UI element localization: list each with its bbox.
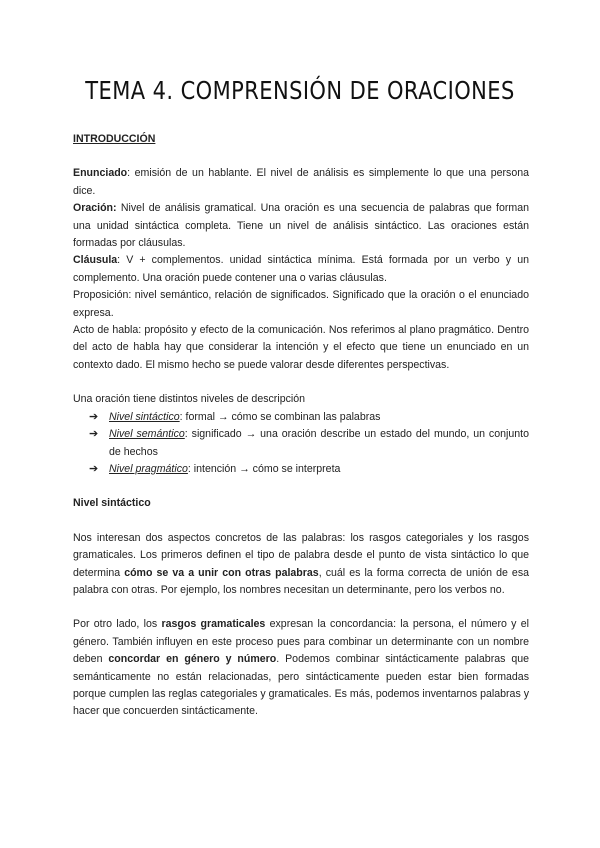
definition-text: Nivel de análisis gramatical. Una oración es una secuencia de palabras que forman una unidad sintáctica completa. Tiene un nivel de análisis sintáctico. Las oraciones están formadas por cláusulas.	[73, 202, 529, 250]
intro-heading: INTRODUCCIÓN	[73, 133, 156, 145]
paragraph-rasgos-gramaticales	[73, 616, 529, 720]
document-body	[73, 131, 529, 721]
arrow-right-icon: ➔	[89, 462, 99, 475]
list-item	[89, 461, 529, 478]
page-title: TEMA 4. COMPRENSIÓN DE ORACIONES	[85, 76, 515, 105]
paragraph-text: Nos interesan dos aspectos concretos de las palabras: los rasgos categoriales y los rasgos gramaticales. Los primeros definen el tipo de palabra desde el punto de vista sintáctico lo que determina	[73, 531, 529, 579]
section-heading-nivel-sintactico: Nivel sintáctico	[73, 497, 151, 510]
definition-proposicion: Proposición: nivel semántico, relación de significados. Significado que la oración o el enunciado expresa.	[73, 289, 529, 319]
levels-list	[73, 409, 529, 479]
list-item	[89, 426, 529, 461]
list-item	[89, 409, 529, 426]
level-description: : intención → cómo se interpreta	[187, 462, 341, 475]
definition-oracion	[73, 200, 529, 252]
definition-clausula	[73, 252, 529, 287]
level-name: Nivel semántico	[109, 428, 185, 441]
emphasis-text: cómo se va a unir con otras palabras	[124, 566, 319, 579]
term-oracion: Oración:	[73, 202, 117, 215]
arrow-right-icon: ➔	[89, 410, 99, 423]
paragraph-text: Por otro lado, los	[73, 618, 162, 631]
emphasis-text: concordar en género y número	[108, 653, 277, 666]
paragraph-text: . Podemos combinar sintácticamente palabras que semánticamente no están relacionadas, pero sintácticamente pueden estar bien formadas porque cumplen las reglas categoriales y gramaticales. Es más, podemos inventarnos palabras y hacer que concuerden sintácticamente.	[73, 653, 529, 718]
paragraph-text: expresan la concordancia: la persona, el número y el género. También influyen en este proceso pues para combinar un determinante con un nombre deben	[73, 618, 530, 666]
arrow-right-icon: ➔	[89, 428, 99, 441]
level-name: Nivel sintáctico	[109, 410, 180, 423]
paragraph-text: , cuál es la forma correcta de unión de esa palabra con otras. Por ejemplo, los nombres necesitan un determinante, pero los verbos no.	[73, 566, 530, 596]
definition-text: : V + complementos. unidad sintáctica mínima. Está formada por un verbo y un complemento. Una oración puede contener una o varias cláusulas.	[73, 254, 529, 284]
term-enunciado: Enunciado	[73, 167, 128, 180]
definition-text: : emisión de un hablante. El nivel de análisis es simplemente lo que una persona dice.	[73, 167, 529, 197]
definition-acto-de-habla: Acto de habla: propósito y efecto de la comunicación. Nos referimos al plano pragmático. Dentro del acto de habla hay que considerar la intención y el efecto que tiene un enunciado en un contexto dado. El mismo hecho se puede valorar desde diferentes perspectivas.	[73, 324, 529, 371]
paragraph-rasgos-categoriales	[73, 530, 529, 600]
level-description: : formal → cómo se combinan las palabras	[179, 410, 381, 423]
term-clausula: Cláusula	[73, 254, 118, 267]
levels-lead: Una oración tiene distintos niveles de descripción	[73, 393, 306, 406]
level-name: Nivel pragmático	[109, 462, 188, 475]
definition-enunciado	[73, 165, 529, 200]
emphasis-text: rasgos gramaticales	[161, 618, 266, 631]
level-description: : significado → una oración describe un estado del mundo, un conjunto de hechos	[109, 428, 529, 458]
